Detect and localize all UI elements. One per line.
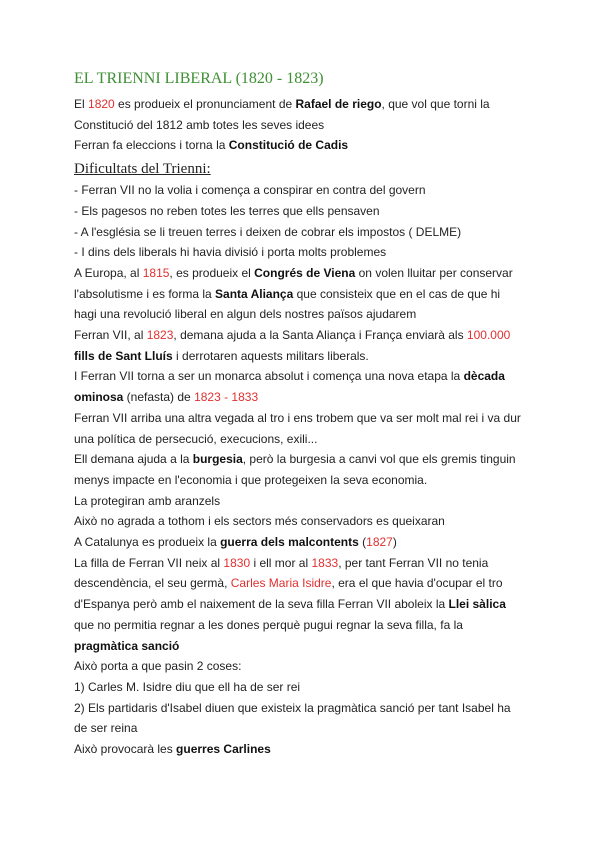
highlight-red: 1823 <box>146 328 174 343</box>
text-segment: l'absolutisme i es forma la <box>74 286 216 301</box>
text-line <box>74 553 544 574</box>
text-line <box>74 532 544 553</box>
text-segment: que consisteix que en el cas de que hi <box>293 286 501 301</box>
highlight-red: 1830 <box>223 555 251 570</box>
text-line <box>74 284 544 305</box>
text-line <box>74 408 544 429</box>
text-segment: Això no agrada a tothom i els sectors més conservadors es queixaran <box>74 514 445 529</box>
text-segment: , per tant Ferran VII no tenia <box>338 555 489 570</box>
text-segment: i derrotaren aquests militars liberals. <box>172 348 369 363</box>
bold-term: pragmàtica sanció <box>74 638 180 653</box>
text-segment: , es produeix el <box>169 265 255 280</box>
text-line <box>74 304 544 325</box>
text-segment: (nefasta) de <box>123 390 195 405</box>
text-segment: Ferran fa eleccions i torna la <box>74 138 229 153</box>
text-segment: Ferran VII arriba una altra vegada al tro i ens trobem que va ser molt mal rei i va dur <box>74 410 521 425</box>
text-segment: - Ferran VII no la volia i comença a conspirar en contra del govern <box>74 183 426 198</box>
text-segment: de ser reina <box>74 721 138 736</box>
text-line <box>74 366 544 387</box>
text-segment: Ferran VII, al <box>74 328 147 343</box>
bold-term: Llei sàlica <box>448 597 506 612</box>
text-line <box>74 180 544 201</box>
text-segment: La protegiran amb aranzels <box>74 493 221 508</box>
text-line <box>74 135 544 156</box>
text-segment: hagi una revolució liberal en algun dels nostres països ajudarem <box>74 307 417 322</box>
highlight-red: 1815 <box>142 265 170 280</box>
text-segment: 1) Carles M. Isidre diu que ell ha de ser rei <box>74 679 301 694</box>
highlight-red: 1833 <box>311 555 339 570</box>
text-line <box>74 449 544 470</box>
text-line <box>74 470 544 491</box>
text-segment: d'Espanya però amb el naixement de la seva filla Ferran VII aboleix la <box>74 597 449 612</box>
highlight-red: Carles Maria Isidre <box>230 576 332 591</box>
highlight-red: 100.000 <box>466 328 511 343</box>
text-segment: , era el que havia d'ocupar el tro <box>331 576 503 591</box>
highlight-red: 1827 <box>366 535 393 550</box>
text-line <box>74 429 544 450</box>
text-line <box>74 222 544 243</box>
bold-term: Rafael de riego <box>295 97 382 111</box>
text-line <box>74 656 544 677</box>
bold-term: burgesia <box>192 452 243 467</box>
text-segment: 2) Els partidaris d'Isabel diuen que existeix la pragmàtica sanció per tant Isabel ha <box>74 700 511 715</box>
text-segment: descendència, el seu germà, <box>74 576 231 591</box>
text-segment: on volen lluitar per conservar <box>355 265 513 280</box>
bold-term: dècada <box>463 369 505 384</box>
text-segment: , que vol que torni la <box>381 97 490 111</box>
text-line <box>74 594 544 615</box>
text-segment: - Els pagesos no reben totes les terres que ells pensaven <box>74 203 380 218</box>
text-segment: que no permitia regnar a les dones perquè pugui regnar la seva filla, fa la <box>74 617 463 632</box>
highlight-red: 1823 - 1833 <box>194 390 259 405</box>
bold-term: ominosa <box>74 390 124 405</box>
bold-term: fills de Sant Lluís <box>74 348 173 363</box>
text-line <box>74 491 544 512</box>
text-segment: , però la burgesia a canvi vol que els gremis tinguin <box>242 452 516 467</box>
text-segment: Ell demana ajuda a la <box>74 452 193 467</box>
text-line <box>74 94 544 115</box>
text-line <box>74 325 544 346</box>
text-line <box>74 718 544 739</box>
text-line <box>74 511 544 532</box>
text-line <box>74 346 544 367</box>
document-page <box>74 66 544 760</box>
text-line <box>74 242 544 263</box>
text-segment: A Europa, al <box>74 265 143 280</box>
text-line <box>74 739 544 760</box>
bold-term: guerra dels malcontents <box>220 535 359 550</box>
text-line <box>74 387 544 408</box>
text-segment: es produeix el pronunciament de <box>114 97 296 111</box>
text-segment: Constitució del 1812 amb totes les seves idees <box>74 117 325 132</box>
text-segment: ( <box>358 535 367 550</box>
text-segment: - A l'església se li treuen terres i deixen de cobrar els impostos ( DELME) <box>74 224 462 239</box>
text-segment: i ell mor al <box>250 555 312 570</box>
text-segment: La filla de Ferran VII neix al <box>74 555 224 570</box>
document-title: EL TRIENNI LIBERAL (1820 - 1823) <box>74 70 324 87</box>
text-line <box>74 573 544 594</box>
text-segment: I Ferran VII torna a ser un monarca absolut i comença una nova etapa la <box>74 369 464 384</box>
text-segment: El <box>74 97 89 111</box>
bold-term: Santa Aliança <box>215 286 294 301</box>
text-segment: - I dins dels liberals hi havia divisió i porta molts problemes <box>74 245 387 260</box>
text-line <box>74 677 544 698</box>
text-line <box>74 115 544 136</box>
section-subtitle: Dificultats del Trienni: <box>74 161 211 178</box>
text-line <box>74 636 544 657</box>
text-line <box>74 263 544 284</box>
bold-term: Congrés de Viena <box>254 265 356 280</box>
text-line <box>74 615 544 636</box>
text-segment: ) <box>392 535 397 550</box>
document-body <box>74 94 544 760</box>
text-line <box>74 698 544 719</box>
text-segment: Això porta a que pasin 2 coses: <box>74 659 242 674</box>
text-segment: una política de persecució, execucions, exili... <box>74 431 318 446</box>
text-segment: Això provocarà les <box>74 742 177 757</box>
text-segment: A Catalunya es produeix la <box>74 535 221 550</box>
bold-term: guerres Carlines <box>176 742 271 757</box>
bold-term: Constitució de Cadis <box>228 138 349 153</box>
text-segment: , demana ajuda a la Santa Aliança i França enviarà als <box>173 328 467 343</box>
text-line <box>74 201 544 222</box>
highlight-red: 1820 <box>88 97 115 111</box>
text-segment: menys impacte en l'economia i que protegeixen la seva economia. <box>74 472 428 487</box>
